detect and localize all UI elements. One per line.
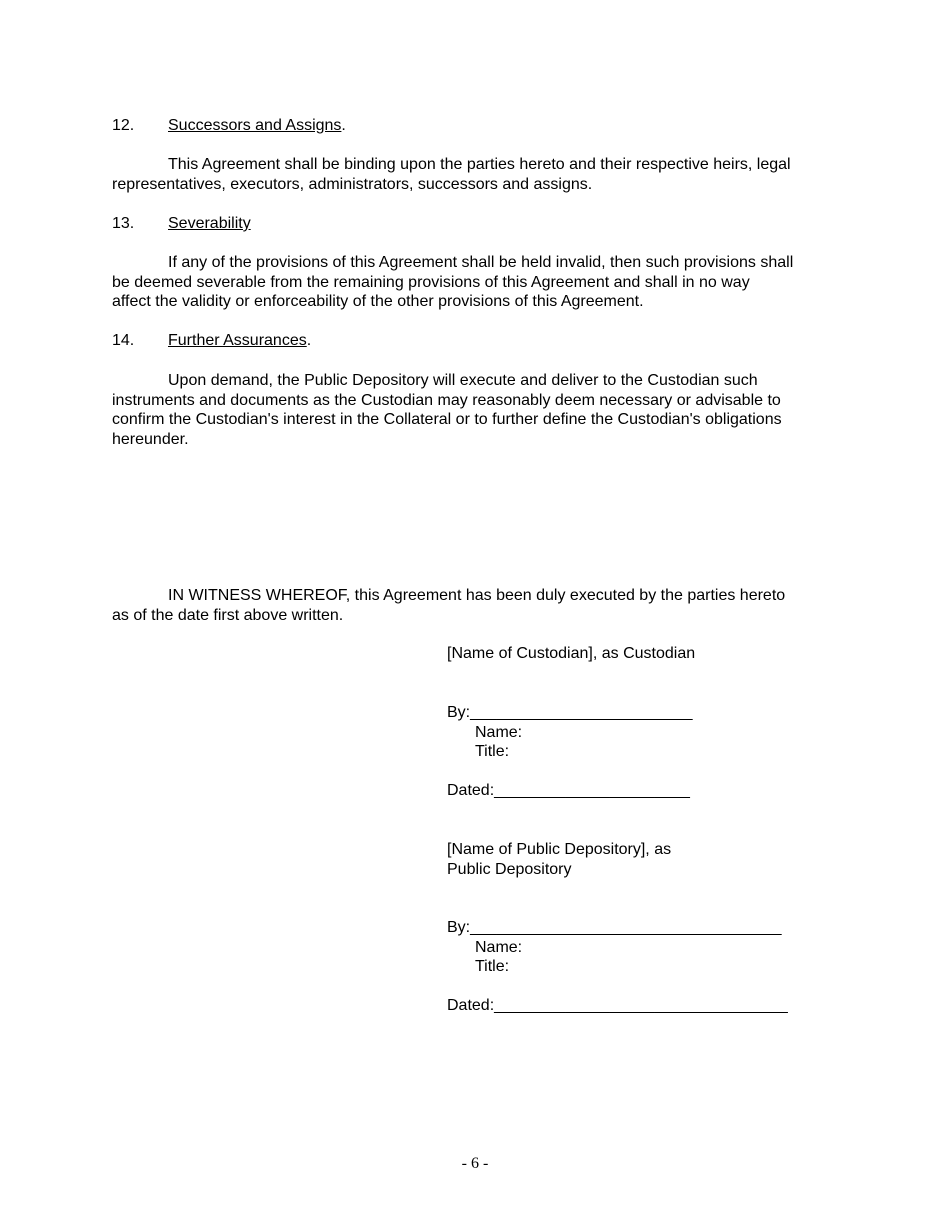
section-number: 14. xyxy=(112,332,135,349)
paragraph-line: IN WITNESS WHEREOF, this Agreement has been duly executed by the parties hereto xyxy=(168,587,786,604)
witness-clause xyxy=(112,586,840,625)
page-number: - 6 - xyxy=(461,1155,489,1172)
depository-party-line: [Name of Public Depository], as xyxy=(447,841,672,858)
paragraph-line: instruments and documents as the Custodian may reasonably deem necessary or advisable to xyxy=(112,391,781,409)
section-number: 13. xyxy=(112,215,135,232)
paragraph-line: confirm the Custodian's interest in the Collateral or to further define the Custodian's obligations xyxy=(112,411,782,428)
depository-signature-block xyxy=(447,918,782,977)
section-12-heading xyxy=(112,116,346,136)
paragraph-line: This Agreement shall be binding upon the parties hereto and their respective heirs, legal xyxy=(168,156,791,173)
section-title: Further Assurances xyxy=(168,332,307,349)
section-14-body xyxy=(112,371,840,449)
section-12-body xyxy=(112,155,840,194)
paragraph-line: Upon demand, the Public Depository will execute and deliver to the Custodian such xyxy=(168,372,758,389)
custodian-dated-line: Dated:______________________ xyxy=(447,782,690,799)
custodian-party-name: [Name of Custodian], as Custodian xyxy=(447,645,696,662)
paragraph-line: affect the validity or enforceability of the other provisions of this Agreement. xyxy=(112,293,644,310)
depository-party-name xyxy=(447,840,671,879)
section-13-heading xyxy=(112,214,251,234)
section-title-suffix: . xyxy=(306,332,312,349)
depository-name-label: Name: xyxy=(475,938,523,956)
custodian-signature-block xyxy=(447,703,693,762)
section-title: Successors and Assigns xyxy=(168,117,342,134)
section-title-suffix: . xyxy=(341,117,346,134)
paragraph-line: If any of the provisions of this Agreement shall be held invalid, then such provisions shall xyxy=(168,254,794,271)
paragraph-line: hereunder. xyxy=(112,430,189,448)
section-number: 12. xyxy=(112,117,135,134)
depository-dated-line: Dated:_________________________________ xyxy=(447,997,788,1014)
section-title: Severability xyxy=(168,215,251,232)
custodian-name-label: Name: xyxy=(475,723,523,741)
depository-party-line: Public Depository xyxy=(447,860,572,878)
section-14-heading xyxy=(112,331,311,351)
depository-signature-line: By:___________________________________ xyxy=(447,919,782,936)
section-13-body xyxy=(112,253,840,312)
custodian-title-label: Title: xyxy=(475,743,510,760)
paragraph-line: be deemed severable from the remaining provisions of this Agreement and shall in no way xyxy=(112,273,750,291)
depository-title-label: Title: xyxy=(475,958,510,975)
paragraph-line: representatives, executors, administrators, successors and assigns. xyxy=(112,175,593,193)
custodian-signature-line: By:_________________________ xyxy=(447,704,693,721)
paragraph-line: as of the date first above written. xyxy=(112,606,344,624)
